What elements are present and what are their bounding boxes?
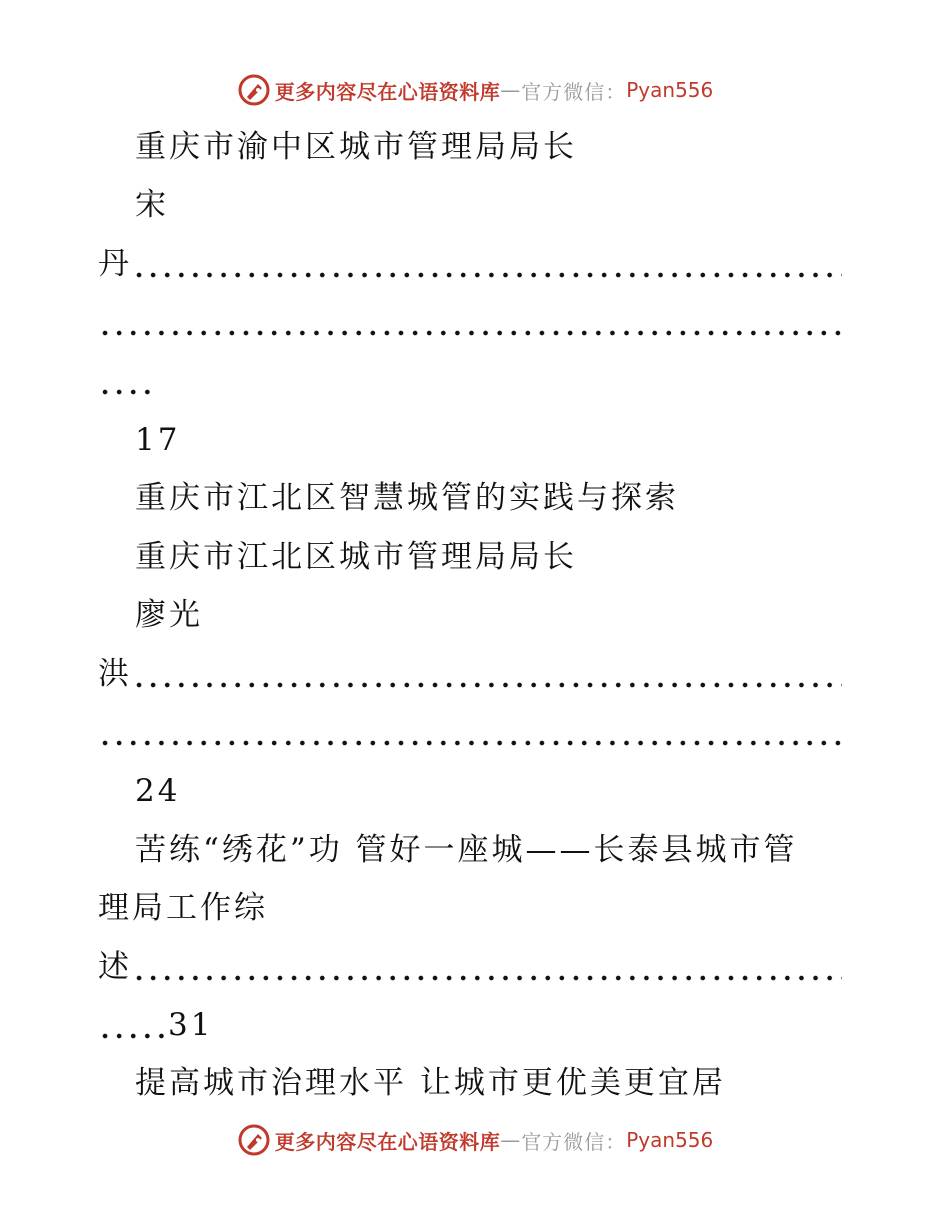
watermark-brand: 更多内容尽在心语资料库 (274, 79, 501, 104)
dot-leader (98, 1005, 168, 1045)
toc-entry-title-continued: 理局工作综 (98, 890, 268, 926)
toc-author-title: 重庆市江北区城市管理局局长 (135, 539, 577, 575)
toc-author-name: 宋 (135, 187, 169, 223)
watermark-banner-bottom (0, 1120, 950, 1160)
toc-page-number: 31 (168, 1007, 214, 1043)
watermark-separator: — (500, 78, 522, 102)
watermark-separator: — (500, 1128, 522, 1152)
toc-dotted-leader (98, 1005, 848, 1045)
dot-leader (98, 302, 846, 342)
toc-entry-title: 苦练“绣花”功 管好一座城——长泰县城市管 (135, 832, 798, 868)
toc-dotted-leader: 述 (98, 947, 848, 987)
toc-entry-title: 提高城市治理水平 让城市更优美更宜居 (135, 1065, 726, 1101)
toc-author-name: 廖光 (135, 597, 203, 633)
watermark-brand: 更多内容尽在心语资料库 (274, 1129, 501, 1154)
watermark-wechat-id: Pyan556 (626, 1128, 714, 1152)
pen-nib-logo-icon (237, 1123, 271, 1157)
watermark-wechat-id: Pyan556 (626, 78, 714, 102)
watermark-official-label: 官方微信： (521, 79, 627, 104)
dot-leader (98, 361, 155, 401)
dot-leader (98, 712, 846, 752)
dot-leader (132, 654, 842, 694)
toc-page-number: 24 (135, 773, 181, 809)
toc-dotted-leader (98, 361, 848, 401)
toc-dotted-leader: 丹 (98, 244, 848, 284)
toc-author-title: 重庆市渝中区城市管理局局长 (135, 129, 577, 165)
toc-dotted-leader: 洪 (98, 654, 848, 694)
toc-dotted-leader (98, 712, 848, 752)
toc-entry-title: 重庆市江北区智慧城管的实践与探索 (135, 480, 679, 516)
dot-leader (132, 244, 842, 284)
dot-leader (132, 947, 842, 987)
toc-page-number: 17 (135, 422, 181, 458)
toc-dotted-leader (98, 302, 848, 342)
watermark-official-label: 官方微信： (521, 1129, 627, 1154)
